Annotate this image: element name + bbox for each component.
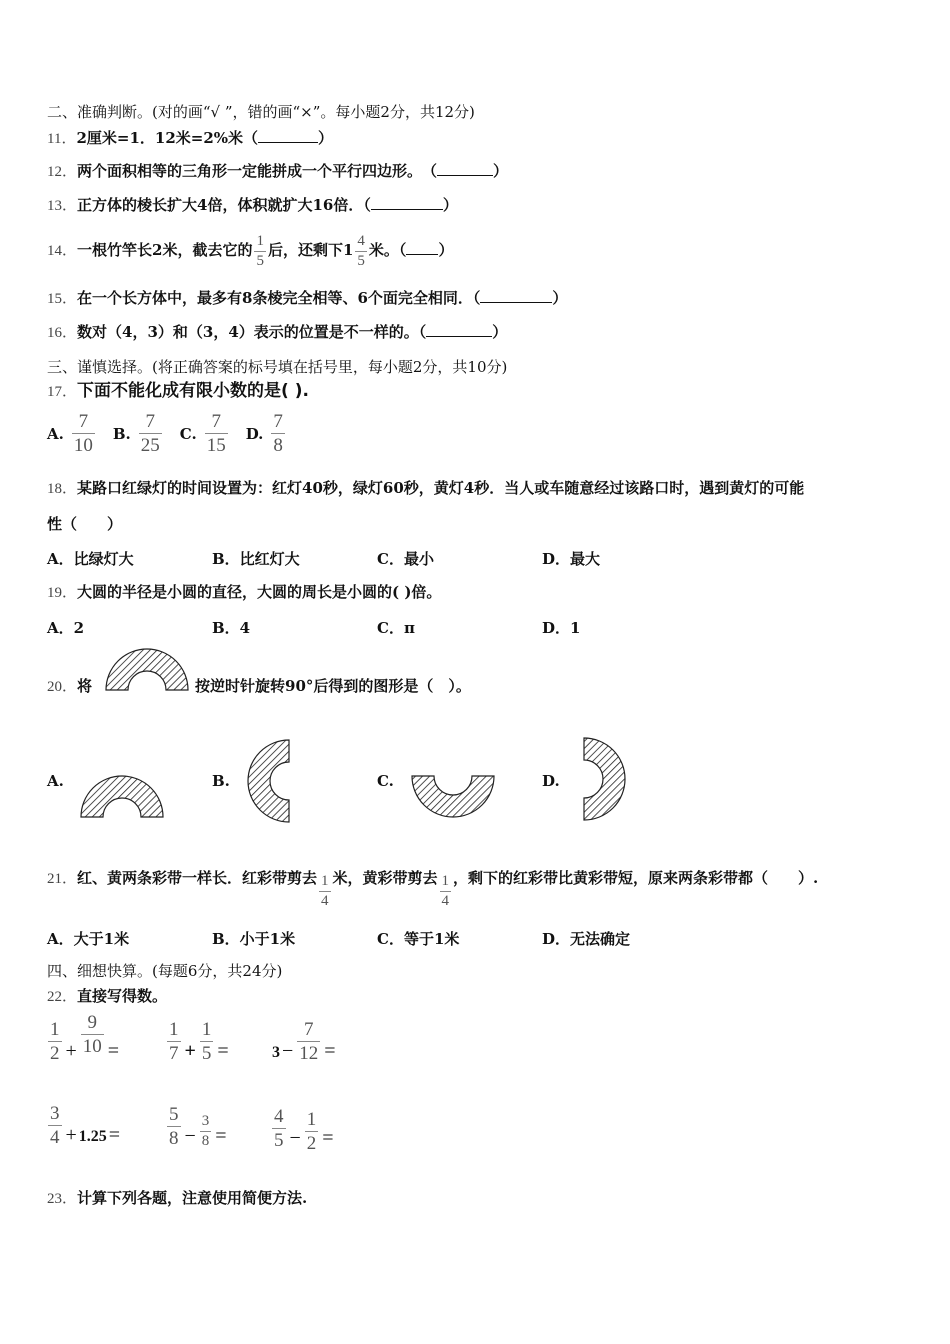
option-b-label[interactable]: B. [212,772,230,790]
question-number: 11． [47,131,77,147]
question-number: 23． [47,1191,78,1207]
question-number: 15． [47,291,78,307]
question-17 [47,381,309,402]
half-ring-figure [104,646,190,692]
option-a[interactable]: A．比绿灯大 [47,550,134,568]
question-11 [47,128,333,149]
question-text: 大圆的半径是小圆的直径，大圆的周长是小圆的( )倍。 [77,583,442,601]
option-c[interactable]: C．最小 [377,550,434,568]
option-a[interactable]: A．大于1米 [47,930,130,948]
question-text: 某路口红绿灯的时间设置为：红灯40秒，绿灯60秒，黄灯4秒．当人或车随意经过该路口时，遇到黄灯的可能 [77,479,805,497]
question-15 [47,288,567,309]
question-number: 21． [47,871,78,887]
option-d[interactable]: D．1 [542,619,581,637]
expression-5: $\frac{5}{8}$ − $\frac{3}{8}$ = [169,1104,227,1149]
option-c[interactable]: C．π [377,619,415,637]
option-d[interactable]: D．最大 [542,550,601,568]
expression-3: 3 − $\frac{7}{12}$ = [272,1019,336,1064]
option-c-label[interactable]: C. [377,772,394,790]
paren-close: ） [442,196,458,214]
option-b[interactable]: B．4 [212,619,251,637]
question-number: 18． [47,481,78,497]
paren-close: ） [552,289,568,307]
question-19 [47,582,441,603]
option-a-figure[interactable] [79,773,165,819]
paren-close: ） [492,323,508,341]
option-a[interactable]: A．2 [47,619,85,637]
option-c[interactable]: C．等于1米 [377,930,460,948]
question-13 [47,195,458,216]
question-number: 16． [47,325,78,341]
question-text: 米，黄彩带剪去 [332,869,438,887]
option-c-figure[interactable] [410,774,496,820]
question-text: 计算下列各题，注意使用简便方法. [77,1189,308,1207]
section-4-title: 四、细想快算。(每题6分，共24分) [47,962,283,980]
question-text: ，剩下的红彩带比黄彩带短，原来两条彩带都（ ）. [453,869,819,887]
question-number: 13． [47,198,78,214]
section-3-title: 三、谨慎选择。(将正确答案的标号填在括号里，每小题2分，共10分) [47,358,508,376]
option-d[interactable]: D. $\frac{7}{8}$ [245,411,283,456]
question-text: 红、黄两条彩带一样长．红彩带剪去 [77,869,318,887]
answer-blank[interactable] [437,161,493,176]
option-b-figure[interactable] [245,738,291,824]
question-number: 17． [47,384,78,400]
answer-blank[interactable] [426,322,492,337]
question-20-text: 按逆时针旋转90°后得到的图形是（ ）。 [195,677,471,695]
question-21 [47,843,818,914]
option-b[interactable]: B. $\frac{7}{25}$ [112,411,160,456]
answer-blank[interactable] [371,195,443,210]
question-text: 直接写得数。 [77,987,168,1005]
question-text: 两个面积相等的三角形一定能拼成一个平行四边形。 （ [77,162,438,180]
question-number: 14． [47,243,78,259]
option-d[interactable]: D．无法确定 [542,930,631,948]
question-number: 22． [47,989,78,1005]
question-18-cont: 性（ ） [47,515,123,533]
question-number: 19． [47,585,78,601]
question-23 [47,1188,307,1209]
fraction: $\frac{1}{4}$ [321,873,329,909]
option-b[interactable]: B．小于1米 [212,930,296,948]
question-text: 在一个长方体中，最多有8条棱完全相等、6个面完全相同．（ [77,289,481,307]
paren-close: ） [493,162,509,180]
question-text: 数对（4，3）和（3，4）表示的位置是不一样的。（ [77,323,427,341]
expression-4: $\frac{3}{4}$ + 1.25 = [50,1103,121,1148]
fraction: $\frac{1}{5}$ [256,232,264,269]
section-2-title: 二、准确判断。(对的画“√ ”，错的画“×”。每小题2分，共12分) [47,103,475,121]
question-text: 将 [77,677,93,695]
option-b[interactable]: B．比红灯大 [212,550,300,568]
expression-6: $\frac{4}{5}$ − $\frac{1}{2}$ = [274,1106,334,1154]
question-22 [47,986,167,1007]
fraction: $\frac{4}{5}$ [357,232,365,269]
question-17-options [47,412,287,455]
option-a[interactable]: A. $\frac{7}{10}$ [47,411,93,456]
fraction: $\frac{1}{4}$ [441,873,450,909]
question-text: 2厘米=1．12米=2%米（ [76,129,259,147]
question-number: 20． [47,679,78,695]
question-12 [47,161,508,182]
expression-2: $\frac{1}{7}$ + $\frac{1}{5}$ = [169,1019,229,1064]
expression-1: $\frac{1}{2}$ + $\frac{9}{10}$ = [50,1012,120,1064]
option-d-figure[interactable] [582,736,628,822]
question-20 [47,676,92,697]
question-number: 12． [47,164,78,180]
question-text: 一根竹竿长2米，截去它的 [77,241,253,259]
option-a-label[interactable]: A. [47,772,64,790]
answer-blank[interactable] [258,128,318,143]
question-text: 后，还剩下1 [267,241,354,259]
paren-close: ） [438,241,454,259]
question-text: 正方体的棱长扩大4倍，体积就扩大16倍．（ [77,196,371,214]
question-text: 米。（ [368,241,407,259]
paren-close: ） [318,129,334,147]
answer-blank[interactable] [406,240,438,255]
answer-blank[interactable] [480,288,552,303]
option-c[interactable]: C. $\frac{7}{15}$ [179,411,226,456]
question-16 [47,322,507,343]
option-d-label[interactable]: D. [542,772,560,790]
question-14 [47,228,453,273]
question-text: 下面不能化成有限小数的是( ). [77,381,309,401]
question-18 [47,478,804,499]
